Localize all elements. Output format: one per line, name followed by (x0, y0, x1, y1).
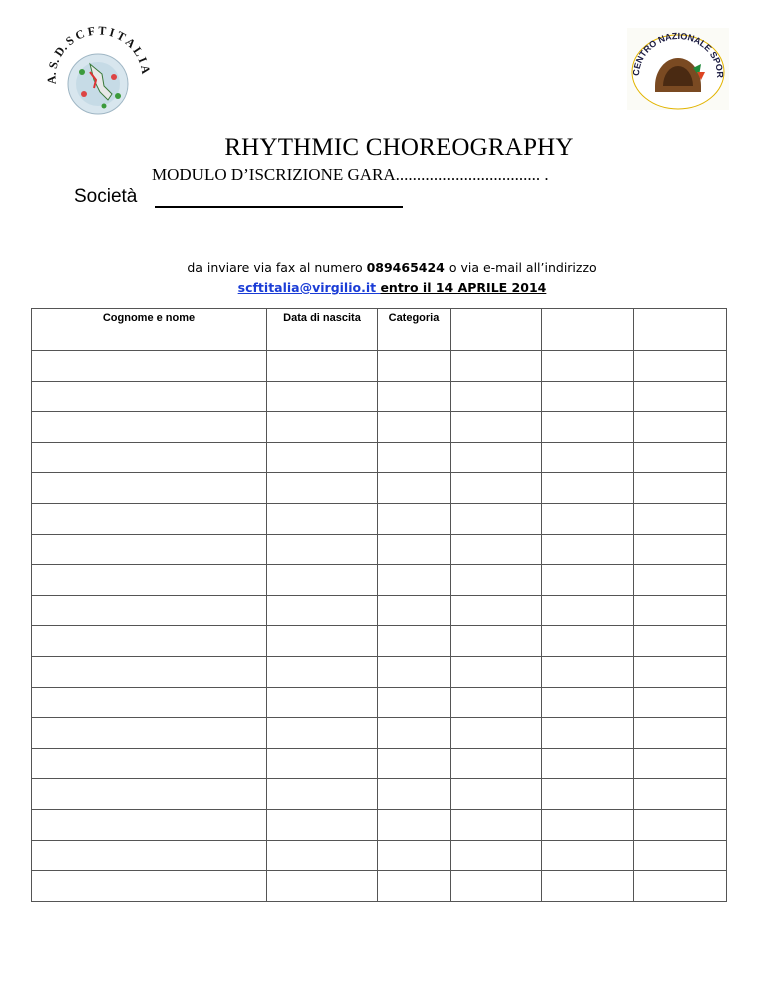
table-cell[interactable] (451, 351, 542, 382)
table-cell[interactable] (378, 656, 451, 687)
table-cell[interactable] (542, 412, 634, 443)
asd-scft-italia-logo (44, 22, 154, 117)
table-cell[interactable] (378, 840, 451, 871)
table-cell[interactable] (451, 381, 542, 412)
societa-label: Società (74, 186, 138, 207)
table-cell[interactable] (267, 473, 378, 504)
table-cell[interactable] (542, 473, 634, 504)
table-cell[interactable] (267, 779, 378, 810)
table-cell[interactable] (634, 687, 727, 718)
table-cell[interactable] (32, 412, 267, 443)
table-cell[interactable] (634, 748, 727, 779)
table-row (32, 809, 727, 840)
table-row (32, 687, 727, 718)
table-cell[interactable] (542, 656, 634, 687)
table-cell[interactable] (32, 718, 267, 749)
table-cell[interactable] (634, 626, 727, 657)
table-cell[interactable] (32, 656, 267, 687)
table-cell[interactable] (378, 442, 451, 473)
table-cell[interactable] (634, 412, 727, 443)
table-cell[interactable] (634, 656, 727, 687)
column-header (542, 309, 634, 351)
table-cell[interactable] (378, 351, 451, 382)
table-cell[interactable] (32, 565, 267, 596)
table-cell[interactable] (634, 779, 727, 810)
table-cell[interactable] (451, 840, 542, 871)
table-row (32, 871, 727, 902)
table-cell[interactable] (451, 871, 542, 902)
instructions-line-2 (0, 280, 768, 295)
table-cell[interactable] (378, 565, 451, 596)
table-row (32, 656, 727, 687)
table-row (32, 351, 727, 382)
table-row (32, 748, 727, 779)
table-cell[interactable] (378, 718, 451, 749)
table-cell[interactable] (32, 871, 267, 902)
table-cell[interactable] (267, 503, 378, 534)
libertas-logo (627, 28, 729, 110)
table-cell[interactable] (378, 779, 451, 810)
table-cell[interactable] (542, 595, 634, 626)
table-cell[interactable] (634, 503, 727, 534)
societa-field (74, 186, 403, 208)
table-cell[interactable] (634, 473, 727, 504)
table-cell[interactable] (267, 718, 378, 749)
table-header-row (32, 309, 727, 351)
table-cell[interactable] (267, 412, 378, 443)
table-cell[interactable] (542, 503, 634, 534)
table-cell[interactable] (378, 412, 451, 443)
table-cell[interactable] (32, 626, 267, 657)
table-cell[interactable] (451, 442, 542, 473)
fax-number: 089465424 (366, 260, 445, 275)
table-row (32, 381, 727, 412)
table-row (32, 565, 727, 596)
table-cell[interactable] (267, 442, 378, 473)
logo-left-text: A. S. D. S C F T I T A L I A (44, 23, 154, 85)
table-cell[interactable] (542, 565, 634, 596)
table-cell[interactable] (542, 442, 634, 473)
table-cell[interactable] (32, 840, 267, 871)
table-cell[interactable] (451, 779, 542, 810)
table-cell[interactable] (451, 748, 542, 779)
table-cell[interactable] (451, 718, 542, 749)
instructions-line-1 (0, 260, 768, 275)
column-header: Categoria (378, 309, 451, 351)
table-cell[interactable] (32, 503, 267, 534)
table-cell[interactable] (451, 595, 542, 626)
table-cell[interactable] (32, 351, 267, 382)
table-row (32, 595, 727, 626)
table-cell[interactable] (451, 503, 542, 534)
table-cell[interactable] (451, 656, 542, 687)
table-cell[interactable] (32, 442, 267, 473)
table-cell[interactable] (378, 871, 451, 902)
table-cell[interactable] (378, 595, 451, 626)
table-cell[interactable] (542, 779, 634, 810)
table-cell[interactable] (634, 595, 727, 626)
table-cell[interactable] (378, 473, 451, 504)
table-cell[interactable] (378, 748, 451, 779)
table-cell[interactable] (378, 503, 451, 534)
table-cell[interactable] (32, 748, 267, 779)
table-cell[interactable] (634, 565, 727, 596)
table-cell[interactable] (451, 565, 542, 596)
table-cell[interactable] (267, 381, 378, 412)
page-title: RHYTHMIC CHOREOGRAPHY (224, 134, 574, 161)
table-row (32, 412, 727, 443)
table-cell[interactable] (634, 442, 727, 473)
table-cell[interactable] (267, 687, 378, 718)
table-cell[interactable] (634, 871, 727, 902)
table-cell[interactable] (634, 351, 727, 382)
table-cell[interactable] (378, 626, 451, 657)
table-cell[interactable] (634, 381, 727, 412)
table-row (32, 840, 727, 871)
table-cell[interactable] (267, 626, 378, 657)
table-cell[interactable] (451, 687, 542, 718)
table-cell[interactable] (378, 381, 451, 412)
table-cell[interactable] (267, 351, 378, 382)
table-cell[interactable] (32, 473, 267, 504)
table-cell[interactable] (451, 534, 542, 565)
table-cell[interactable] (634, 809, 727, 840)
table-cell[interactable] (451, 626, 542, 657)
table-cell[interactable] (267, 809, 378, 840)
table-cell[interactable] (32, 809, 267, 840)
table-row (32, 534, 727, 565)
instructions-text-2: o via e-mail all’indirizzo (444, 260, 597, 275)
table-cell[interactable] (542, 748, 634, 779)
societa-input-line[interactable] (155, 188, 403, 208)
table-cell[interactable] (542, 381, 634, 412)
table-cell[interactable] (267, 656, 378, 687)
table-cell[interactable] (32, 687, 267, 718)
table-cell[interactable] (267, 871, 378, 902)
table-row (32, 473, 727, 504)
table-cell[interactable] (542, 351, 634, 382)
table-cell[interactable] (542, 534, 634, 565)
table-cell[interactable] (542, 809, 634, 840)
table-cell[interactable] (542, 718, 634, 749)
table-cell[interactable] (267, 748, 378, 779)
table-cell[interactable] (634, 534, 727, 565)
table-row (32, 779, 727, 810)
table-cell[interactable] (634, 840, 727, 871)
table-body (32, 351, 727, 902)
table-cell[interactable] (32, 595, 267, 626)
deadline-text: entro il 14 APRILE 2014 (380, 280, 547, 295)
table-cell[interactable] (542, 687, 634, 718)
table-cell[interactable] (267, 565, 378, 596)
table-cell[interactable] (542, 626, 634, 657)
column-header: Cognome e nome (32, 309, 267, 351)
table-cell[interactable] (378, 809, 451, 840)
table-row (32, 718, 727, 749)
table-row (32, 442, 727, 473)
table-row (32, 626, 727, 657)
table-row (32, 503, 727, 534)
table-cell[interactable] (634, 718, 727, 749)
table-cell[interactable] (267, 534, 378, 565)
column-header (634, 309, 727, 351)
email-link[interactable]: scftitalia@virgilio.it (237, 280, 381, 295)
table-cell[interactable] (451, 412, 542, 443)
column-header: Data di nascita (267, 309, 378, 351)
table-cell[interactable] (451, 809, 542, 840)
table-cell[interactable] (267, 595, 378, 626)
column-header (451, 309, 542, 351)
table-cell[interactable] (32, 779, 267, 810)
logo-right-text: CENTRO NAZIONALE SPOR (630, 30, 726, 79)
table-cell[interactable] (32, 381, 267, 412)
instructions-text: da inviare via fax al numero (187, 260, 367, 275)
table-cell[interactable] (378, 534, 451, 565)
table-cell[interactable] (451, 473, 542, 504)
table-cell[interactable] (32, 534, 267, 565)
table-cell[interactable] (378, 687, 451, 718)
form-subtitle: MODULO D’ISCRIZIONE GARA.................................. . (152, 165, 549, 184)
table-cell[interactable] (267, 840, 378, 871)
registration-table (31, 308, 727, 902)
table-cell[interactable] (542, 840, 634, 871)
table-cell[interactable] (542, 871, 634, 902)
